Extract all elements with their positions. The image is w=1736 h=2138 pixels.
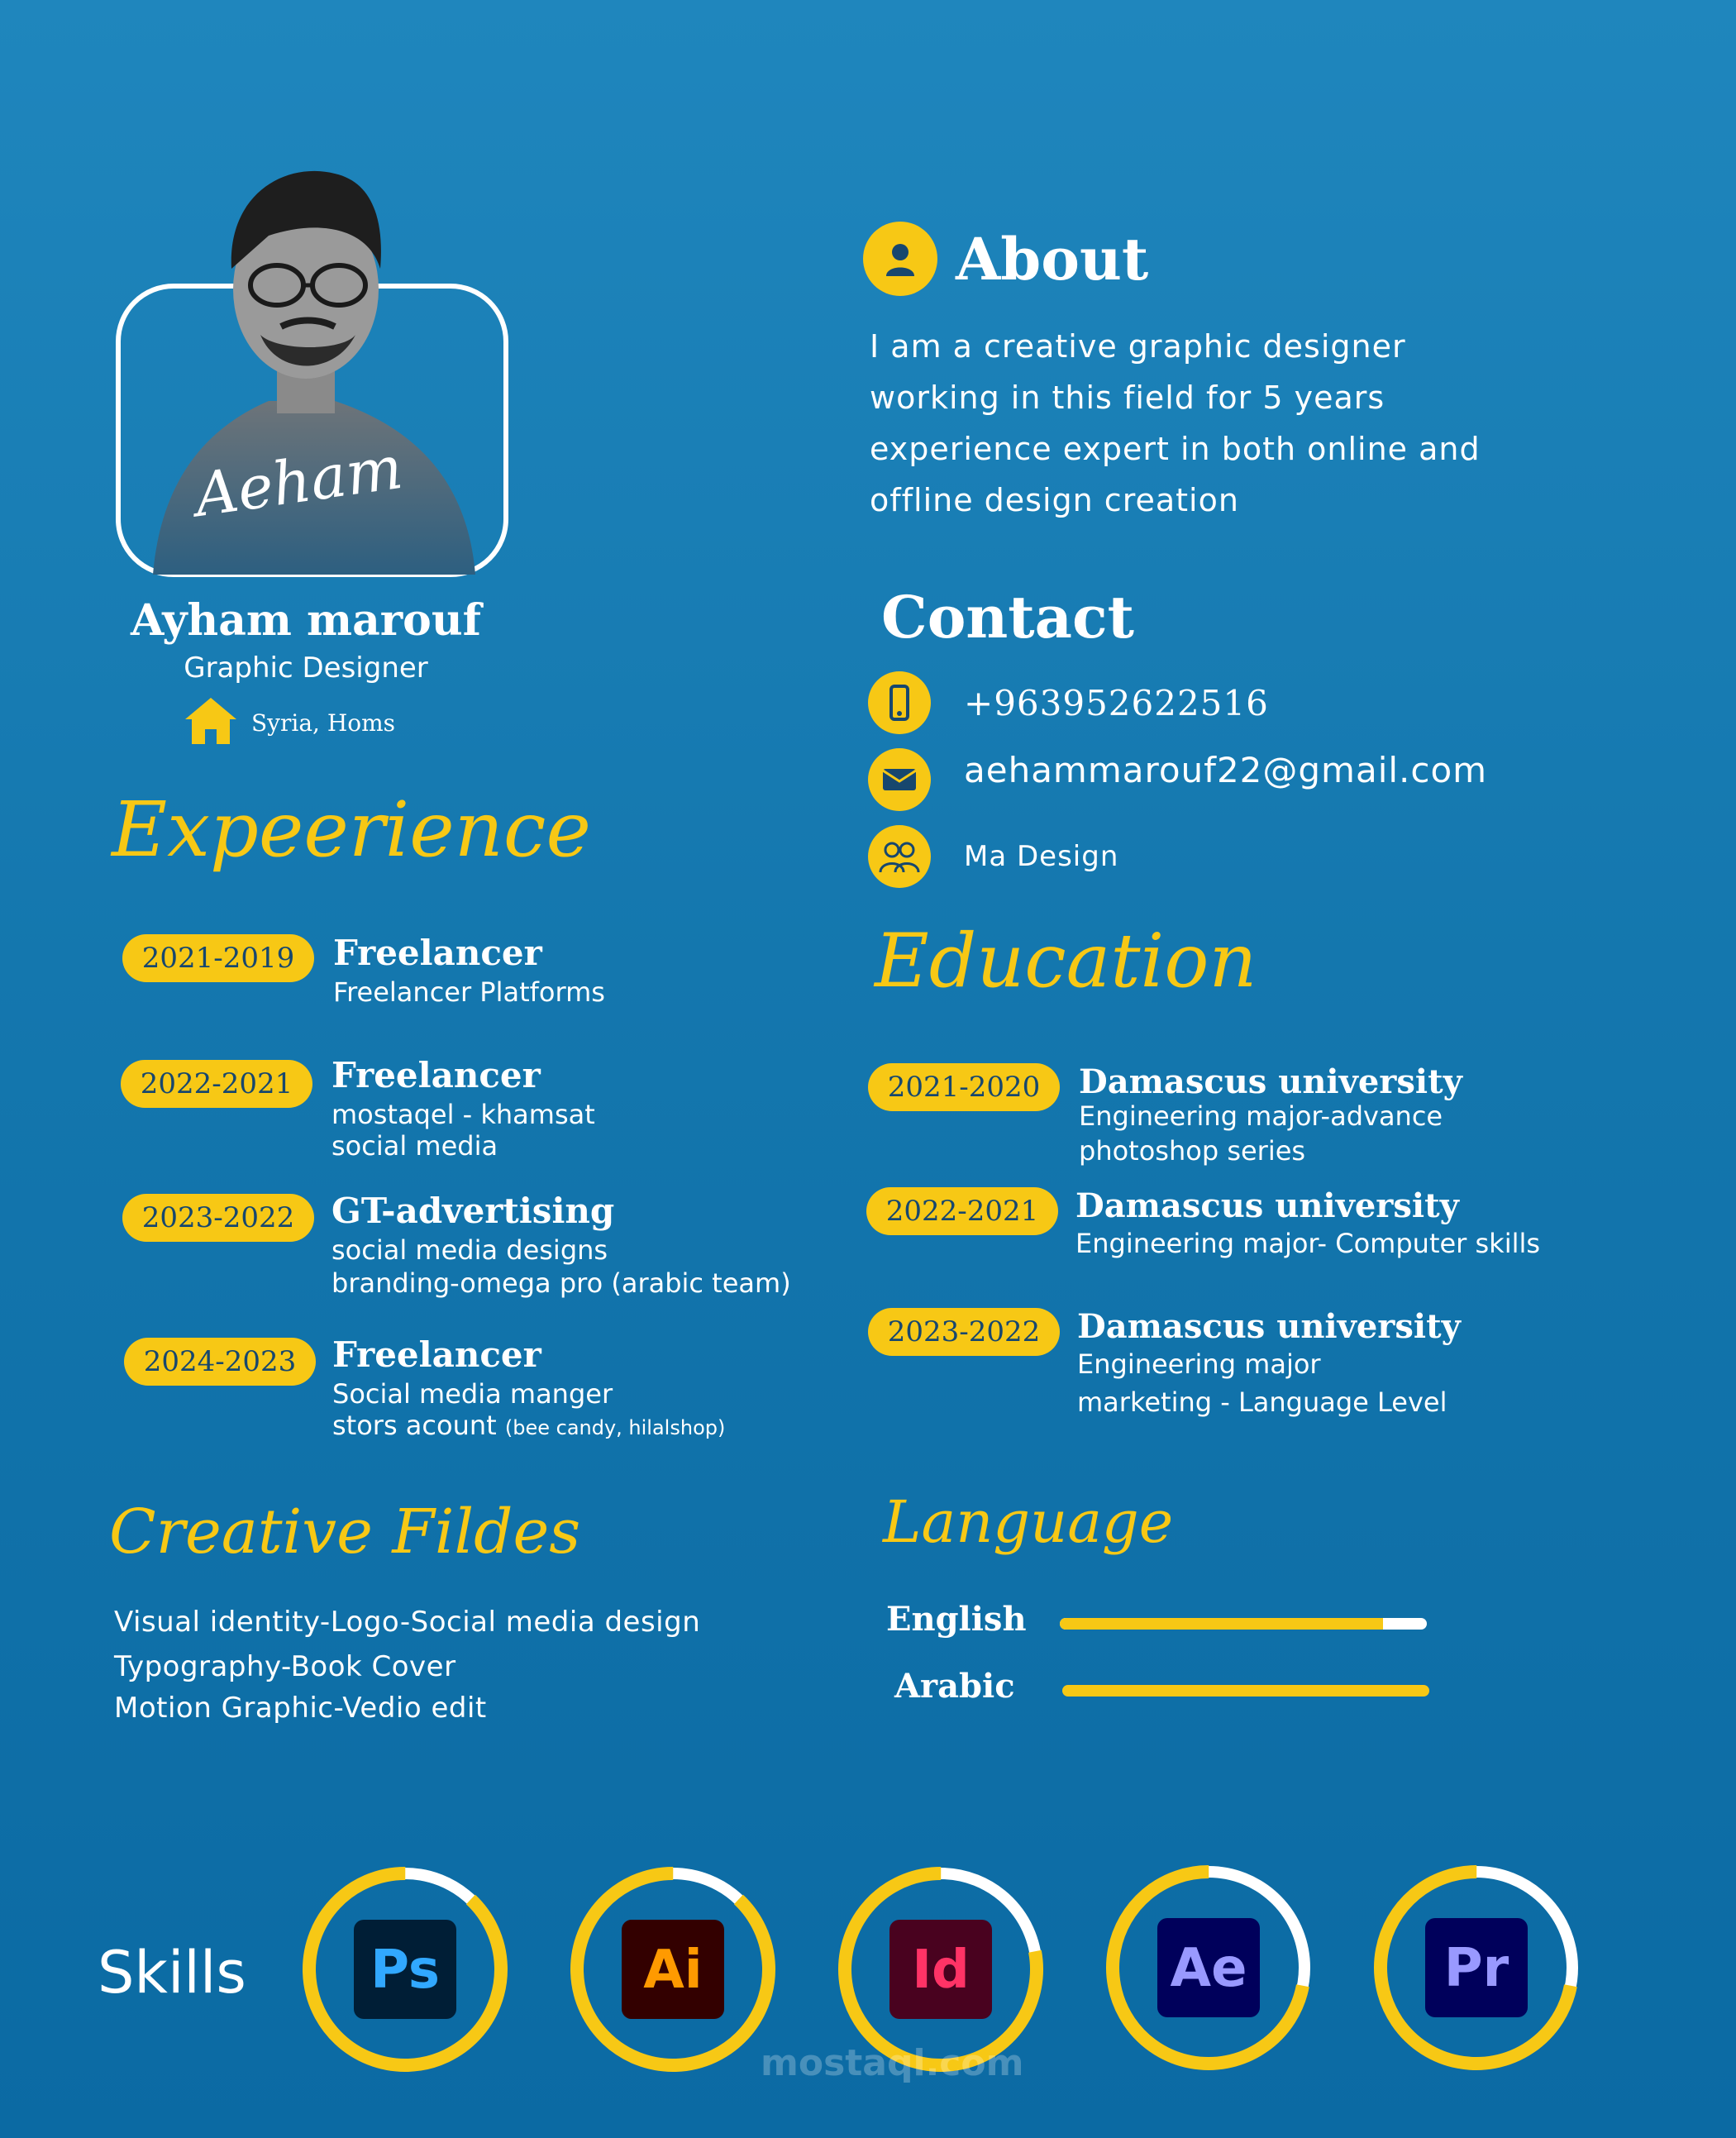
year-badge: 2023-2022 <box>868 1308 1060 1356</box>
year-badge: 2021-2019 <box>122 934 314 982</box>
company-text: Ma Design <box>964 840 1119 873</box>
about-text <box>870 321 1696 526</box>
language-bar-fill <box>1062 1685 1429 1697</box>
school-detail: photoshop series <box>1079 1135 1306 1167</box>
contact-company <box>868 825 1118 888</box>
job-detail: mostaqel - khamsat <box>331 1099 595 1130</box>
app-icon-label: Ae <box>1170 1938 1247 1999</box>
school-detail: marketing - Language Level <box>1077 1386 1447 1418</box>
language-heading: Language <box>883 1488 1174 1556</box>
job-detail-main: stors acount <box>332 1410 497 1441</box>
job-detail: Social media manger <box>332 1378 613 1410</box>
school-detail: Engineering major- Computer skills <box>1075 1228 1541 1259</box>
user-icon <box>863 222 937 296</box>
skill-ring-svg <box>1101 1860 1316 2075</box>
profile-role: Graphic Designer <box>184 651 428 685</box>
language-bar <box>1060 1618 1427 1630</box>
school-title: Damascus university <box>1079 1062 1462 1101</box>
year-badge: 2022-2021 <box>866 1187 1058 1235</box>
contact-heading: Contact <box>881 583 1134 651</box>
skill-ring-svg <box>1369 1860 1584 2075</box>
creative-list <box>114 1601 700 1730</box>
skill-ring-svg <box>565 1862 780 2077</box>
premiere-skill <box>1369 1860 1584 2075</box>
skills-heading: Skills <box>98 1939 246 2007</box>
contact-email[interactable] <box>868 748 1487 811</box>
job-title: Freelancer <box>333 933 542 973</box>
skill-ring-svg <box>298 1862 513 2077</box>
education-heading: Education <box>875 918 1257 1005</box>
job-detail <box>332 1409 725 1444</box>
year-badge: 2023-2022 <box>122 1194 314 1242</box>
language-bar <box>1062 1685 1429 1697</box>
app-icon-label: Ps <box>370 1940 440 2001</box>
creative-item: Typography-Book Cover <box>114 1650 456 1683</box>
job-title: GT-advertising <box>331 1191 615 1231</box>
language-name: English <box>886 1600 1027 1639</box>
job-detail: social media designs <box>331 1234 608 1266</box>
app-icon-label: Pr <box>1443 1938 1509 1999</box>
language-bar-fill <box>1060 1618 1383 1630</box>
year-badge: 2024-2023 <box>124 1338 316 1386</box>
job-detail: social media <box>331 1130 498 1162</box>
creative-heading: Creative Fildes <box>109 1496 581 1568</box>
experience-heading: Expeerience <box>112 785 591 874</box>
location-text: Syria, Homs <box>251 709 396 737</box>
school-title: Damascus university <box>1077 1307 1461 1346</box>
about-header <box>863 222 1148 296</box>
about-line: offline design creation <box>870 482 1239 518</box>
school-detail: Engineering major-advance <box>1079 1100 1443 1132</box>
about-heading: About <box>956 224 1149 293</box>
signature: Aeham <box>190 432 407 531</box>
job-title: Freelancer <box>332 1334 541 1375</box>
profile-location <box>182 694 395 752</box>
job-detail: Freelancer Platforms <box>333 976 605 1008</box>
email-text: aehammarouf22@gmail.com <box>964 749 1488 790</box>
school-title: Damascus university <box>1075 1186 1459 1225</box>
photoshop-skill <box>298 1862 513 2077</box>
language-name: Arabic <box>894 1667 1015 1706</box>
app-icon-label: Ai <box>643 1940 703 2001</box>
app-icon-label: Id <box>912 1940 970 2001</box>
job-detail-note: (bee candy, hilalshop) <box>504 1416 726 1439</box>
year-badge: 2022-2021 <box>121 1060 312 1108</box>
profile-name: Ayham marouf <box>130 595 482 646</box>
about-line: working in this field for 5 years <box>870 379 1385 416</box>
creative-item: Visual identity-Logo-Social media design <box>114 1606 701 1639</box>
home-icon <box>182 694 240 752</box>
watermark: mostaql.com <box>761 2042 1024 2084</box>
phone-text: +963952622516 <box>964 682 1269 723</box>
creative-item: Motion Graphic-Vedio edit <box>114 1692 487 1725</box>
job-detail: branding-omega pro (arabic team) <box>331 1267 791 1299</box>
job-title: Freelancer <box>331 1055 541 1095</box>
phone-icon <box>868 671 931 734</box>
school-detail: Engineering major <box>1077 1348 1321 1380</box>
year-badge: 2021-2020 <box>868 1063 1060 1111</box>
mail-icon <box>868 748 931 811</box>
about-line: experience expert in both online and <box>870 431 1481 467</box>
team-icon <box>868 825 931 888</box>
illustrator-skill <box>565 1862 780 2077</box>
about-line: I am a creative graphic designer <box>870 328 1406 365</box>
contact-phone[interactable] <box>868 671 1269 734</box>
after-effects-skill <box>1101 1860 1316 2075</box>
